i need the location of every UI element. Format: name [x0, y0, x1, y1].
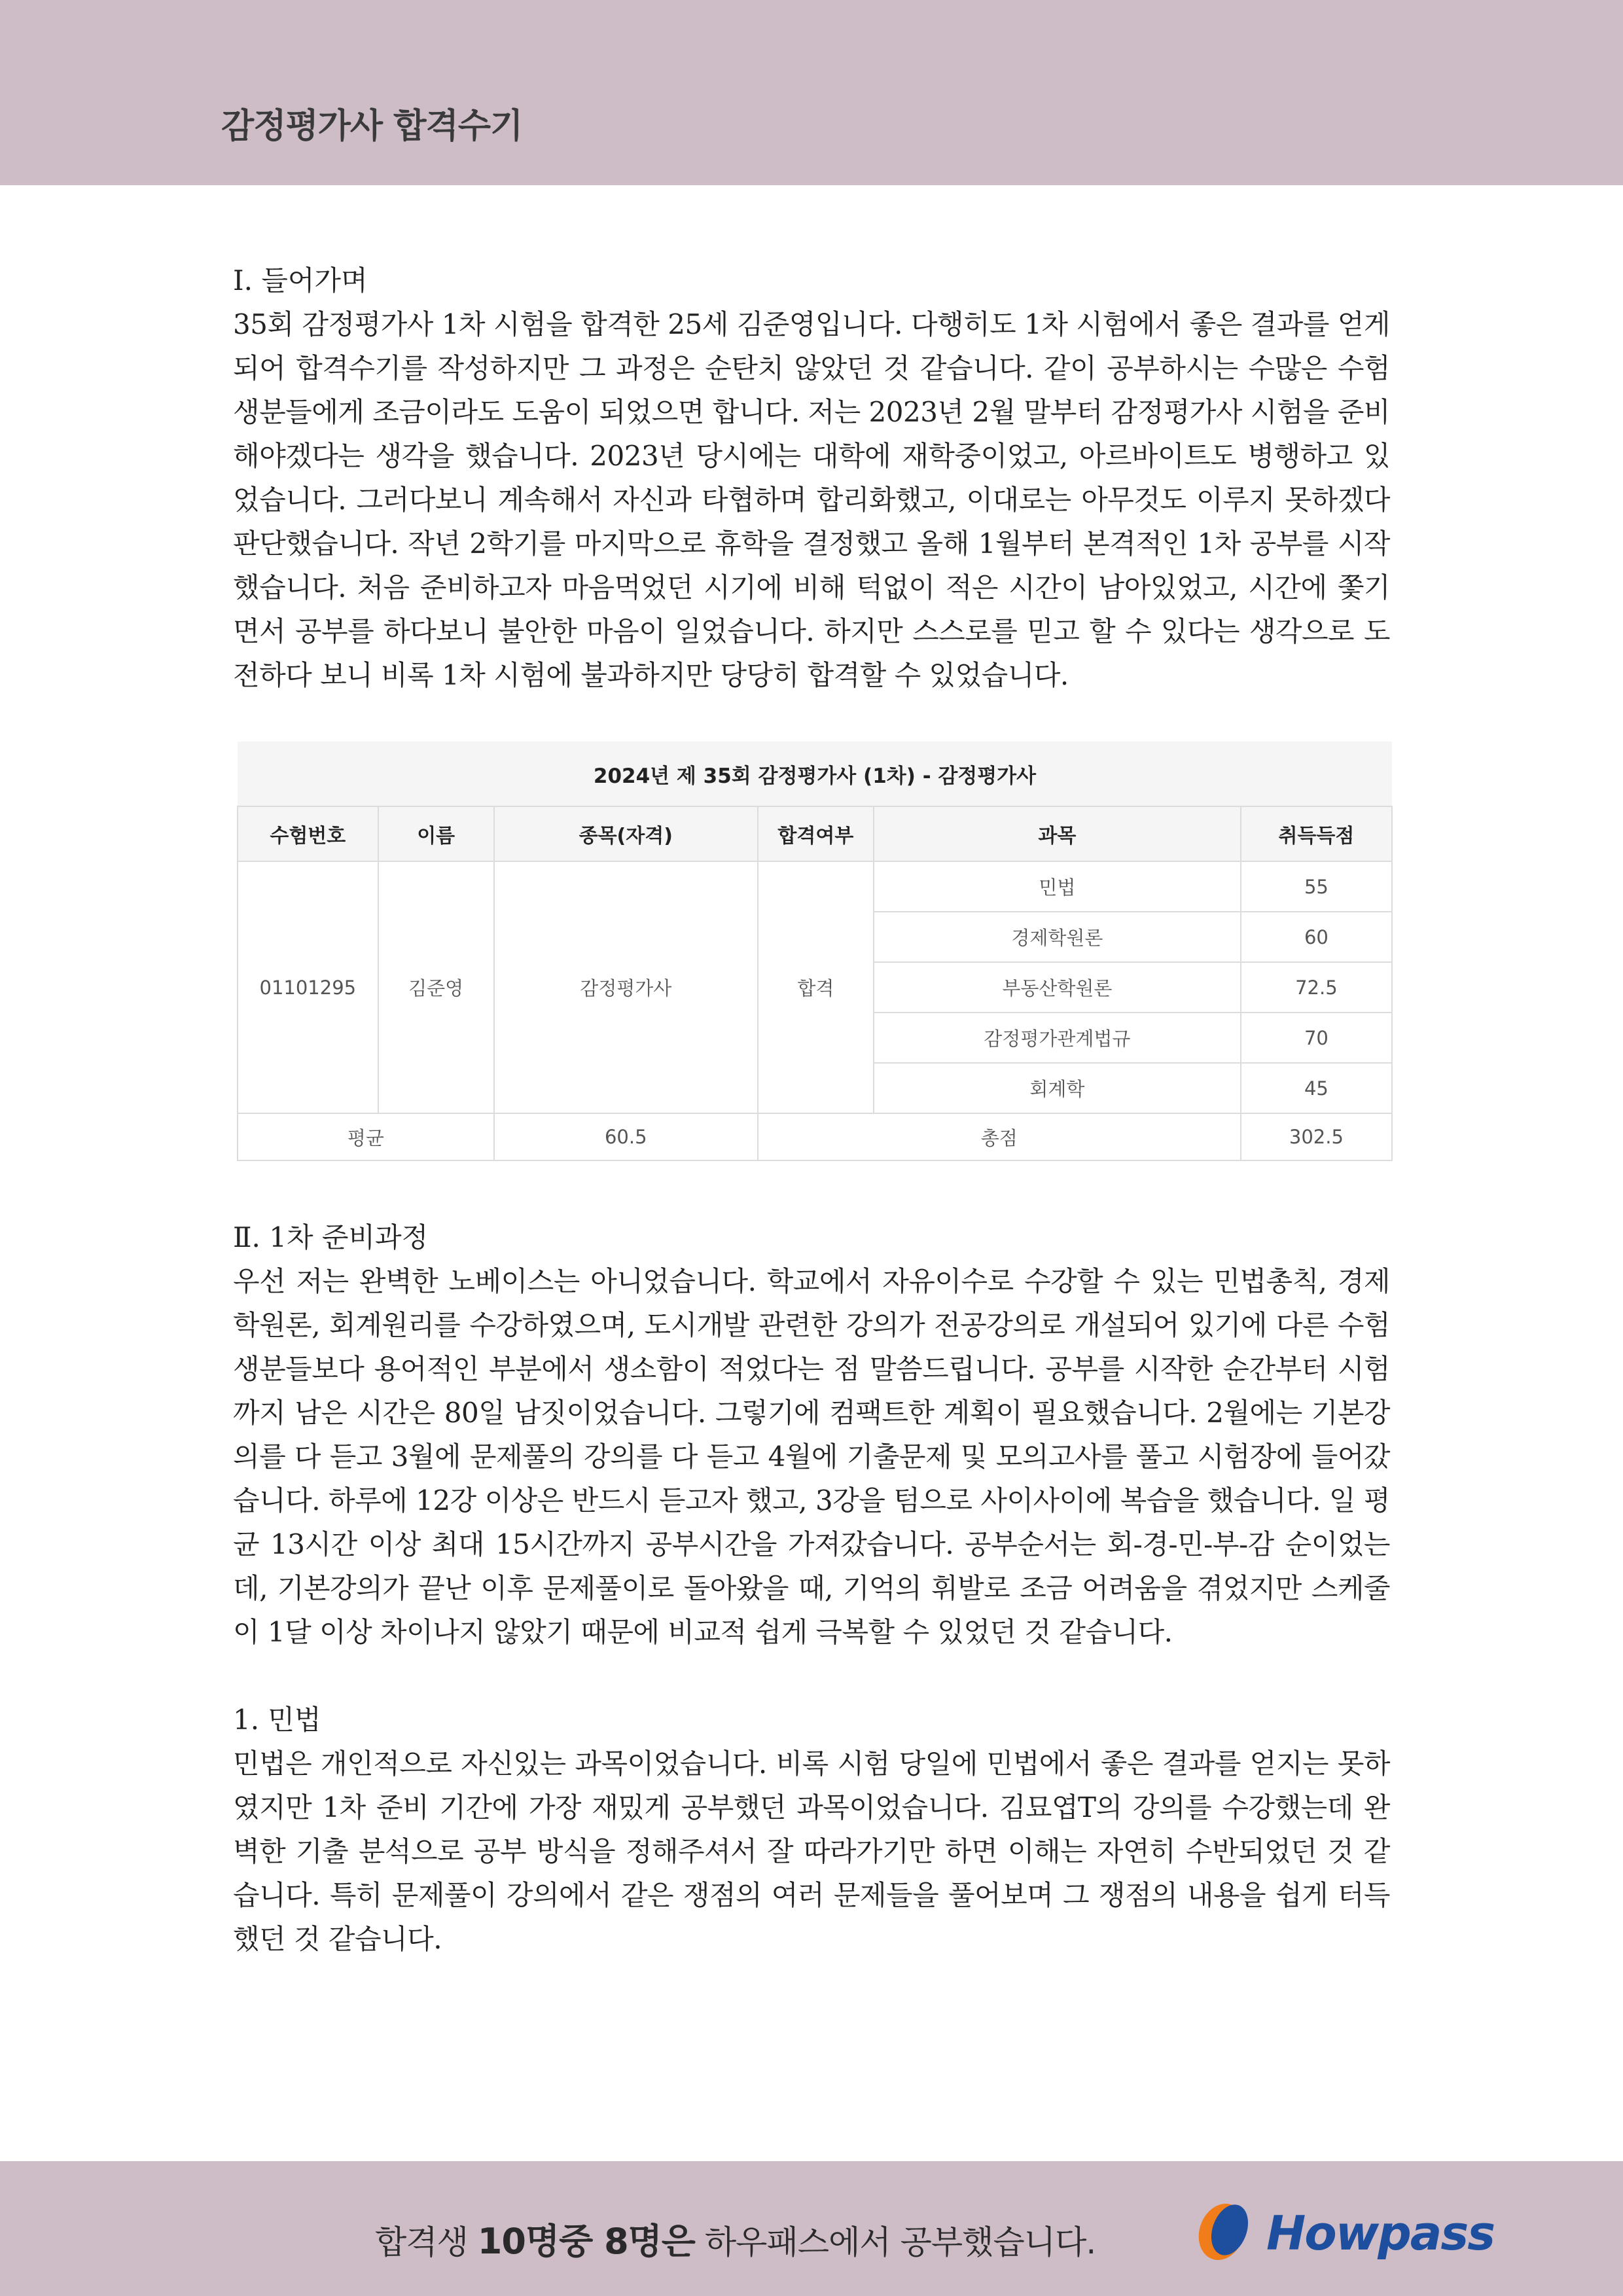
cell-score: 70 [1241, 1013, 1392, 1063]
result-table [237, 742, 1393, 1161]
col-header-qualification: 종목(자격) [494, 806, 758, 861]
col-header-pass: 합격여부 [758, 806, 874, 861]
section-heading-intro: Ⅰ. 들어가며 [233, 264, 368, 296]
section-heading-civil-law: 1. 민법 [233, 1704, 321, 1736]
document-body [233, 259, 1390, 1961]
section-paragraph-intro: 35회 감정평가사 1차 시험을 합격한 25세 김준영입니다. 다행히도 1차 시험에서 좋은 결과를 얻게 되어 합격수기를 작성하지만 그 과정은 순탄치 않았던 것 같습니다. 같이 공부하시는 수많은 수험생분들에게 조금이라도 도움이 되었으면 합니다. 저는 2023년 2월 말부터 감정평가사 시험을 준비해야겠다는 생각을 했습니다. 2023년 당시에는 대학에 재학중이었고, 아르바이트도 병행하고 있었습니다. 그러다보니 계속해서 자신과 타협하며 합리화했고, 이대로는 아무것도 이루지 못하겠다 판단했습니다. 작년 2학기를 마지막으로 휴학을 결정했고 올해 1월부터 본격적인 1차 공부를 시작했습니다. 처음 준비하고자 마음먹었던 시기에 비해 턱없이 적은 시간이 남아있었고, 시간에 쫓기면서 공부를 하다보니 불안한 마음이 일었습니다. 하지만 스스로를 믿고 할 수 있다는 생각으로 도전하다 보니 비록 1차 시험에 불과하지만 당당히 합격할 수 있었습니다. [233, 308, 1390, 691]
cell-pass-status: 합격 [758, 861, 874, 1113]
cell-score: 45 [1241, 1063, 1392, 1113]
section-heading-preparation: Ⅱ. 1차 준비과정 [233, 1221, 429, 1253]
slogan-post: 하우패스에서 공부했습니다. [694, 2223, 1096, 2261]
cell-total-value: 302.5 [1241, 1113, 1392, 1160]
footer-slogan [375, 2214, 1096, 2264]
col-header-name: 이름 [378, 806, 494, 861]
cell-subject: 민법 [874, 861, 1241, 912]
cell-average-label: 평균 [238, 1113, 494, 1160]
header-band [0, 0, 1623, 185]
cell-average-value: 60.5 [494, 1113, 758, 1160]
slogan-pre: 합격생 [375, 2223, 478, 2261]
section-paragraph-civil-law: 민법은 개인적으로 자신있는 과목이었습니다. 비록 시험 당일에 민법에서 좋은 결과를 얻지는 못하였지만 1차 준비 기간에 가장 재밌게 공부했던 과목이었습니다. 김묘엽T의 강의를 수강했는데 완벽한 기출 분석으로 공부 방식을 정해주셔서 잘 따라가기만 하면 이해는 자연히 수반되었던 것 같습니다. 특히 문제풀이 강의에서 같은 쟁점의 여러 문제들을 풀어보며 그 쟁점의 내용을 쉽게 터득했던 것 같습니다. [233, 1748, 1390, 1955]
cell-exam-number: 01101295 [238, 861, 378, 1113]
col-header-score: 취득득점 [1241, 806, 1392, 861]
cell-name: 김준영 [378, 861, 494, 1113]
cell-subject: 감정평가관계법규 [874, 1013, 1241, 1063]
cell-score: 55 [1241, 861, 1392, 912]
cell-subject: 회계학 [874, 1063, 1241, 1113]
col-header-subject: 과목 [874, 806, 1241, 861]
result-table-wrapper [233, 742, 1390, 1161]
cell-subject: 부동산학원론 [874, 962, 1241, 1013]
page-title: 감정평가사 합격수기 [221, 107, 523, 146]
col-header-exam-number: 수험번호 [238, 806, 378, 861]
logo-wordmark: Howpass [1266, 2206, 1495, 2261]
cell-qualification: 감정평가사 [494, 861, 758, 1113]
cell-score: 60 [1241, 912, 1392, 962]
cell-total-label: 총점 [758, 1113, 1241, 1160]
cell-subject: 경제학원론 [874, 912, 1241, 962]
table-caption: 2024년 제 35회 감정평가사 (1차) - 감정평가사 [238, 742, 1392, 806]
slogan-bold: 10명중 8명은 [477, 2221, 695, 2262]
section-paragraph-preparation: 우선 저는 완벽한 노베이스는 아니었습니다. 학교에서 자유이수로 수강할 수 있는 민법총칙, 경제학원론, 회계원리를 수강하였으며, 도시개발 관련한 강의가 전공강의로 개설되어 있기에 다른 수험생분들보다 용어적인 부분에서 생소함이 적었다는 점 말씀드립니다. 공부를 시작한 순간부터 시험까지 남은 시간은 80일 남짓이었습니다. 그렇기에 컴팩트한 계획이 필요했습니다. 2월에는 기본강의를 다 듣고 3월에 문제풀의 강의를 다 듣고 4월에 기출문제 및 모의고사를 풀고 시험장에 들어갔습니다. 하루에 12강 이상은 반드시 듣고자 했고, 3강을 텀으로 사이사이에 복습을 했습니다. 일 평균 13시간 이상 최대 15시간까지 공부시간을 가져갔습니다. 공부순서는 회-경-민-부-감 순이었는데, 기본강의가 끝난 이후 문제풀이로 돌아왔을 때, 기억의 휘발로 조금 어려움을 겪었지만 스케줄이 1달 이상 차이나지 않았기 때문에 비교적 쉽게 극복할 수 있었던 것 같습니다. [233, 1265, 1390, 1648]
cell-score: 72.5 [1241, 962, 1392, 1013]
